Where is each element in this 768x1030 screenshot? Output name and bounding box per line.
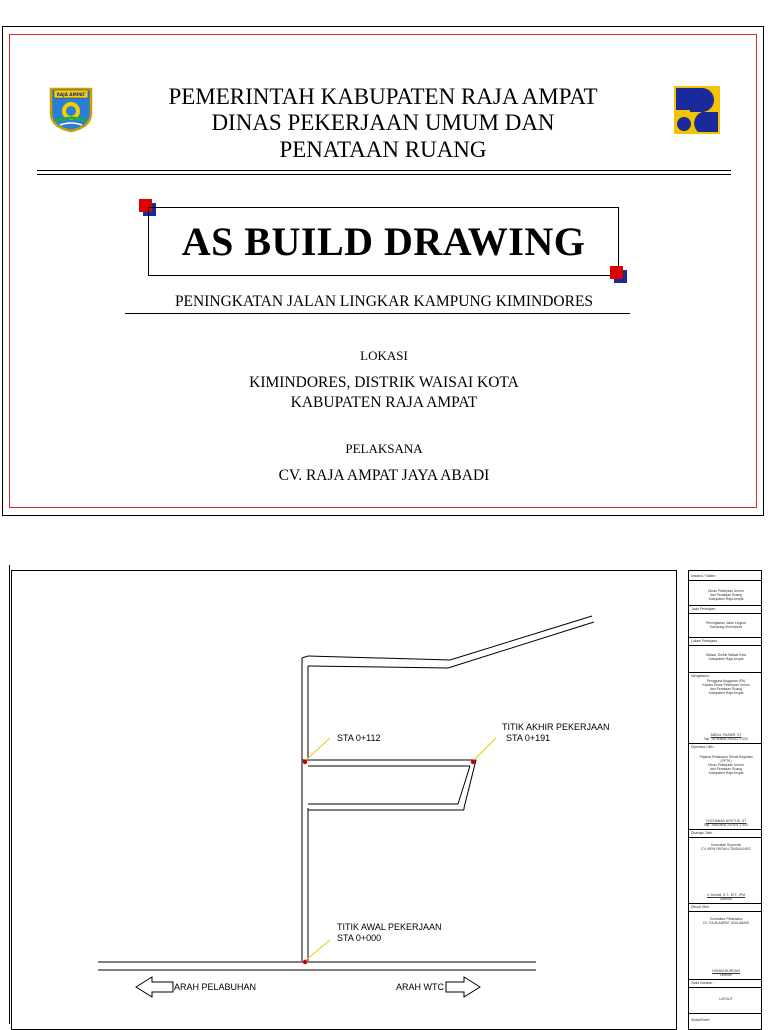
pu-logo-icon xyxy=(674,86,720,134)
tb-dibuat-role: Direktur xyxy=(720,973,732,977)
tb-lokasi-heading: Lokasi Pekerjaan : xyxy=(691,639,719,643)
tb-disetujui-heading: Disetujui Oleh : xyxy=(691,831,714,835)
executor-name: CV. RAJA AMPAT JAYA ABADI xyxy=(278,467,490,484)
tb-diperiksa-name: YOCHANAN NOKTUS, ST xyxy=(705,819,747,823)
tb-mengetahui-3: dan Penataan Ruang xyxy=(709,687,743,691)
tb-mengetahui-1: Pengguna Anggaran (PA) xyxy=(706,679,746,683)
drawing-title: AS BUILD DRAWING xyxy=(181,219,586,264)
header-line-1: PEMERINTAH KABUPATEN RAJA AMPAT xyxy=(168,84,598,109)
tb-diperiksa-1: Pejabat Pelaksana Teknis Kegiatan xyxy=(699,755,753,759)
tb-dibuat-heading: Dibuat Oleh : xyxy=(691,905,711,909)
project-title: PENINGKATAN JALAN LINGKAR KAMPUNG KIMINDORES xyxy=(174,293,594,310)
project-underline xyxy=(125,313,630,314)
tb-judul-2: Kampung Kimindores xyxy=(709,625,743,629)
raja-ampat-emblem-icon xyxy=(46,83,96,133)
tb-diperiksa-heading: Diperiksa Oleh : xyxy=(691,745,716,749)
direction-left-label: ARAH PELABUHAN xyxy=(174,982,257,992)
tb-separator xyxy=(689,903,761,904)
tb-instansi-1: Dinas Pekerjaan Umum xyxy=(708,589,744,593)
tb-mengetahui-4: Kabupaten Raja Ampat xyxy=(708,691,744,695)
tb-lokasi-2: Kabupaten Raja Ampat xyxy=(708,657,744,661)
tb-separator xyxy=(689,613,761,614)
tb-separator xyxy=(689,580,761,581)
tb-judul-gambar: LAYOUT xyxy=(719,997,733,1001)
tb-separator xyxy=(689,837,761,838)
header-rule-bottom xyxy=(37,174,731,175)
tb-separator xyxy=(689,605,761,606)
tb-diperiksa-nip: Nip. 19830506 201001 1 003 xyxy=(704,823,748,827)
sta-112-point xyxy=(303,760,307,764)
emblem-banner-text: RAJA AMPAT xyxy=(56,92,86,97)
location-line-2: KABUPATEN RAJA AMPAT xyxy=(290,394,478,411)
direction-right-label: ARAH WTC xyxy=(396,982,444,992)
location-line-1: KIMINDORES, DISTRIK WAISAI KOTA xyxy=(249,374,519,391)
tb-dibuat-1: Kontraktor Pelaksana xyxy=(709,917,743,921)
tb-diperiksa-4: dan Penataan Ruang xyxy=(709,767,743,771)
tb-dibuat-2: CV. RAJA AMPAT JAYA ABADI xyxy=(702,921,750,925)
tb-diperiksa-5: Kabupaten Raja Ampat xyxy=(708,771,744,775)
tb-separator xyxy=(689,979,761,980)
tb-separator xyxy=(689,637,761,638)
tb-skala-heading: Skala/Sheet : xyxy=(691,1018,712,1022)
tb-instansi-2: dan Penataan Ruang xyxy=(709,593,743,597)
tb-judul-gambar-heading: Judul Gambar : xyxy=(691,981,715,985)
sta-191-point xyxy=(471,760,475,764)
sta-000-label: STA 0+000 xyxy=(337,933,382,943)
tb-diperiksa-3: Dinas Pekerjaan Umum xyxy=(708,763,744,767)
tb-dibuat-name: HONDA BURDAM xyxy=(712,969,740,973)
tb-mengetahui-name: ABDUL KHABIR, ST xyxy=(710,733,742,737)
tb-separator xyxy=(689,645,761,646)
tb-disetujui-name: V. Aronell, S.T., M.T., IPM xyxy=(706,893,746,897)
road-layout-drawing xyxy=(0,560,688,1024)
tb-separator xyxy=(689,987,761,988)
header-line-3: PENATAAN RUANG xyxy=(279,137,487,162)
tb-mengetahui-heading: Mengetahui : xyxy=(691,674,711,678)
tb-separator xyxy=(689,743,761,744)
title-block xyxy=(688,570,762,1030)
tb-lokasi-1: Waisai, Distrik Waisai Kota xyxy=(705,653,747,657)
end-point-label: TITIK AKHIR PEKERJAAN xyxy=(502,722,610,732)
sta-112-label: STA 0+112 xyxy=(337,733,381,743)
tb-diperiksa-2: (PPTK) xyxy=(720,759,732,763)
tb-disetujui-role: Direktur xyxy=(720,897,732,901)
sta-191-label: STA 0+191 xyxy=(506,733,551,743)
tb-judul-heading: Judul Pekerjaan : xyxy=(691,607,718,611)
start-point-label: TITIK AWAL PEKERJAAN xyxy=(337,922,442,932)
tb-disetujui-1: Konsultan Supervisi xyxy=(711,843,741,847)
tb-mengetahui-nip: Nip. 19760806 200212 1 003 xyxy=(704,737,748,741)
executor-heading: PELAKSANA xyxy=(345,441,423,456)
tb-separator xyxy=(689,672,761,673)
tb-judul-1: Peningkatan Jalan Lingkar xyxy=(706,621,746,625)
tb-separator xyxy=(689,1013,761,1014)
tb-separator xyxy=(689,829,761,830)
tb-instansi-3: Kabupaten Raja Ampat xyxy=(708,597,744,601)
tb-disetujui-2: CV. AIRN PAPUA CONSULINDO xyxy=(701,847,751,851)
header-line-2: DINAS PEKERJAAN UMUM DAN xyxy=(211,110,555,135)
arrow-right-icon xyxy=(446,977,480,997)
arrow-left-icon xyxy=(136,977,173,997)
tb-instansi-heading: Instansi / Satker : xyxy=(691,574,718,578)
tb-mengetahui-2: Kepala Dinas Pekerjaan Umum xyxy=(702,683,750,687)
tb-separator xyxy=(689,911,761,912)
location-heading: LOKASI xyxy=(360,348,408,363)
sta-000-point xyxy=(303,960,307,964)
header-rule-top xyxy=(37,170,731,171)
